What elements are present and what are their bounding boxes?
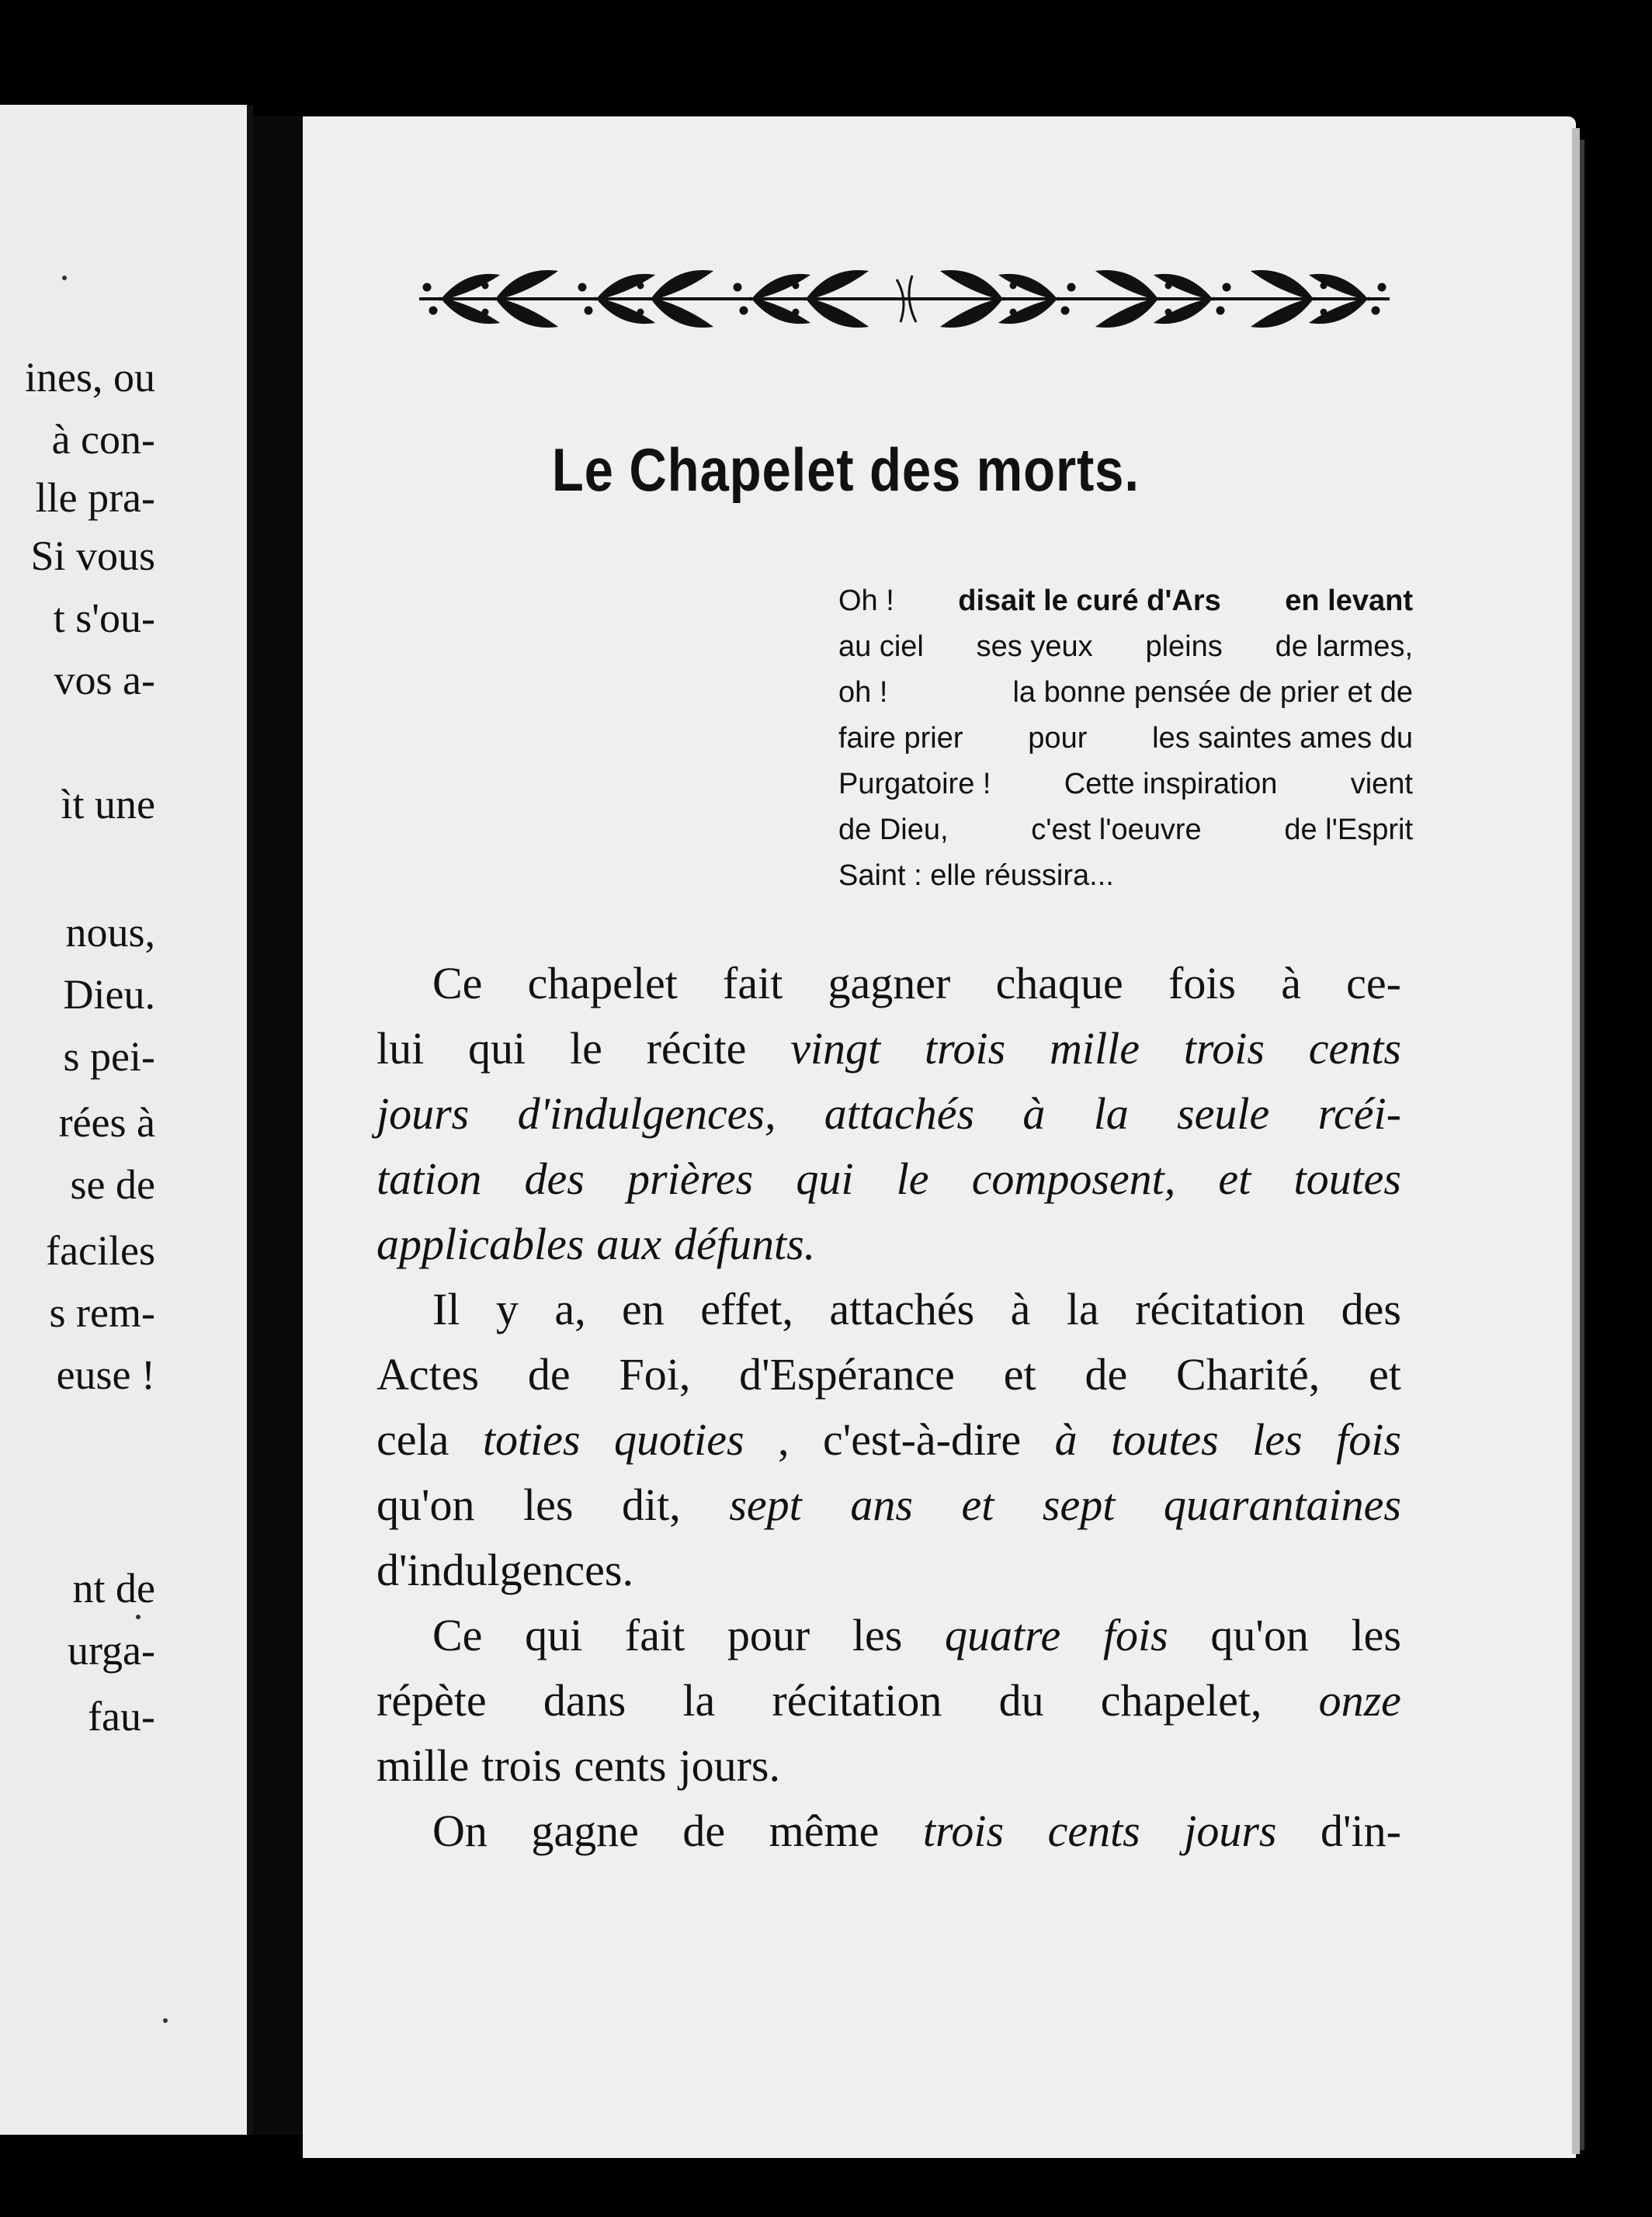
body-line	[377, 1733, 1401, 1799]
epigraph-text: au ciel	[838, 630, 924, 663]
epigraph-text: Purgatoire !	[838, 768, 991, 800]
italic-word: les	[1252, 1414, 1303, 1465]
italic-word: qui	[796, 1154, 854, 1204]
italic-word: trois	[922, 1806, 1005, 1856]
floral-ornament-icon	[411, 256, 1397, 342]
word: gagne	[531, 1806, 639, 1856]
epigraph-text: les saintes ames du	[1152, 722, 1413, 755]
italic-word: jours	[377, 1088, 470, 1139]
italic-word: et	[1218, 1154, 1251, 1204]
italic-word: mille	[1049, 1023, 1140, 1074]
italic-word: toutes	[1293, 1154, 1401, 1204]
word: les	[523, 1480, 574, 1530]
word: Ce	[432, 958, 483, 1008]
word: y	[495, 1284, 519, 1334]
speck	[163, 2018, 168, 2023]
word: qu'on	[1210, 1610, 1309, 1660]
word: à	[1281, 958, 1301, 1008]
italic-word: prières	[627, 1154, 754, 1204]
body-line	[377, 1668, 1401, 1733]
word: chapelet,	[1100, 1675, 1262, 1726]
epigraph-text: Oh !	[838, 585, 894, 617]
epigraph-text: de Dieu,	[838, 814, 949, 846]
word: jours.	[678, 1740, 780, 1791]
epigraph-text: ses yeux	[976, 630, 1093, 663]
word: répète	[377, 1675, 487, 1726]
word: On	[432, 1806, 488, 1856]
word: pour	[727, 1610, 810, 1660]
word: des	[1341, 1284, 1401, 1334]
word: Actes	[377, 1349, 480, 1400]
word: et	[1003, 1349, 1036, 1400]
word: les	[1351, 1610, 1401, 1660]
word: c'est-à-dire	[823, 1414, 1022, 1465]
body-line	[377, 1342, 1401, 1407]
left-page-line: urga-	[68, 1627, 155, 1674]
body-line	[377, 1407, 1401, 1473]
italic-word: rcéi-	[1317, 1088, 1401, 1139]
word: cents	[574, 1740, 667, 1791]
word: de	[682, 1806, 726, 1856]
body-line	[377, 1081, 1401, 1147]
body-line	[377, 1016, 1401, 1081]
word: gagner	[828, 958, 951, 1008]
word: chaque	[995, 958, 1123, 1008]
word: lui	[377, 1023, 425, 1074]
left-page-line: Dieu.	[63, 971, 155, 1018]
word: mille	[377, 1740, 470, 1791]
word: récite	[646, 1023, 747, 1074]
epigraph-text: pleins	[1145, 630, 1223, 663]
word: chapelet	[527, 958, 678, 1008]
italic-word: à	[1022, 1088, 1046, 1139]
italic-word: fois	[1102, 1610, 1168, 1660]
word: du	[998, 1675, 1044, 1726]
left-page-line: se de	[70, 1161, 155, 1208]
italic-word: quarantaines	[1163, 1480, 1401, 1530]
italic-word: défunts.	[674, 1219, 816, 1269]
word: trois	[481, 1740, 562, 1791]
epigraph-line	[838, 762, 1413, 807]
epigraph-text: faire prier	[838, 722, 963, 755]
word: les	[852, 1610, 903, 1660]
word: fait	[723, 958, 783, 1008]
italic-word: tation	[377, 1154, 482, 1204]
speck	[136, 1615, 141, 1619]
italic-word: cents	[1047, 1806, 1140, 1856]
left-page-line: vos a-	[54, 657, 155, 703]
italic-word: vingt	[790, 1023, 881, 1074]
word: et	[1369, 1349, 1401, 1400]
italic-word: fois	[1336, 1414, 1401, 1465]
epigraph-text: de l'Esprit	[1284, 814, 1413, 846]
left-page-line: s rem-	[49, 1289, 155, 1336]
page-edge	[1572, 128, 1580, 2154]
italic-word: la	[1093, 1088, 1129, 1139]
word: attachés	[829, 1284, 975, 1334]
left-page-line: lle pra-	[35, 474, 155, 521]
italic-word: onze	[1318, 1675, 1401, 1726]
word: Foi,	[619, 1349, 691, 1400]
left-page-line: s pei-	[63, 1033, 155, 1080]
italic-word: quoties	[613, 1414, 744, 1465]
word: fois	[1168, 958, 1236, 1008]
word: à	[1010, 1284, 1031, 1334]
word: ce-	[1346, 958, 1401, 1008]
epigraph-text: de larmes,	[1275, 630, 1413, 663]
italic-word: composent,	[971, 1154, 1176, 1204]
page-title: Le Chapelet des morts.	[551, 435, 1140, 504]
italic-word: des	[524, 1154, 585, 1204]
italic-word: sept	[1042, 1480, 1116, 1530]
left-page-line: faciles	[46, 1227, 155, 1274]
word: d'in-	[1321, 1806, 1401, 1856]
italic-word: cents	[1308, 1023, 1401, 1074]
body-line	[377, 1147, 1401, 1212]
body-text	[377, 951, 1401, 1864]
epigraph-line	[838, 807, 1413, 853]
italic-word: jours	[1184, 1806, 1277, 1856]
italic-word: seule	[1177, 1088, 1270, 1139]
italic-word: sept	[729, 1480, 802, 1530]
word: Ce	[432, 1610, 483, 1660]
book-spine	[253, 116, 303, 2135]
body-line	[377, 1799, 1401, 1864]
word: effet,	[700, 1284, 793, 1334]
left-page-line: rées à	[58, 1099, 155, 1146]
epigraph-text: Saint : elle réussira...	[838, 859, 1114, 892]
word: Il	[432, 1284, 460, 1334]
word: Charité,	[1176, 1349, 1321, 1400]
word: fait	[624, 1610, 685, 1660]
body-line	[377, 1473, 1401, 1538]
word: la	[1066, 1284, 1099, 1334]
epigraph-text: en levant	[1285, 585, 1413, 617]
epigraph-line	[838, 624, 1413, 670]
speck	[62, 276, 67, 280]
left-page-line: Si vous	[30, 533, 155, 579]
italic-word: trois	[924, 1023, 1006, 1074]
left-page-line: ines, ou	[25, 354, 155, 401]
body-line	[377, 1603, 1401, 1668]
left-page-line: t s'ou-	[53, 595, 155, 641]
word: de	[1085, 1349, 1128, 1400]
italic-word: applicables	[377, 1219, 585, 1269]
epigraph-text: pour	[1028, 722, 1088, 755]
word: dit,	[622, 1480, 681, 1530]
epigraph-line	[838, 578, 1413, 624]
epigraph-line	[838, 853, 1413, 899]
italic-word: attachés	[824, 1088, 975, 1139]
italic-word: quatre	[944, 1610, 1061, 1660]
italic-word: trois	[1183, 1023, 1265, 1074]
body-line	[377, 1212, 1401, 1277]
word: d'indulgences.	[377, 1545, 633, 1595]
italic-word: le	[896, 1154, 929, 1204]
italic-word: aux	[596, 1219, 662, 1269]
word: qui	[468, 1023, 526, 1074]
left-page-line: ìt une	[61, 781, 155, 827]
word: de	[527, 1349, 571, 1400]
left-page-line: nous,	[65, 909, 155, 956]
word: en	[622, 1284, 665, 1334]
italic-word: toutes	[1111, 1414, 1219, 1465]
body-line	[377, 1277, 1401, 1342]
left-page-line: fau-	[88, 1693, 155, 1740]
epigraph-text: disait le curé d'Ars	[958, 585, 1221, 617]
word: récitation	[1135, 1284, 1306, 1334]
epigraph-line	[838, 670, 1413, 716]
word: récitation	[772, 1675, 942, 1726]
epigraph-text: vient	[1350, 768, 1413, 800]
word: d'Espérance	[739, 1349, 955, 1400]
word: le	[569, 1023, 602, 1074]
page-edge-shadow	[1580, 140, 1584, 2150]
italic-word: ans	[850, 1480, 913, 1530]
italic-word: d'indulgences,	[517, 1088, 776, 1139]
left-page-line: euse !	[56, 1351, 155, 1398]
word: dans	[543, 1675, 626, 1726]
word: la	[682, 1675, 716, 1726]
epigraph-text: la bonne pensée de prier et de	[1012, 676, 1413, 709]
word: ,	[778, 1414, 790, 1465]
body-line	[377, 951, 1401, 1016]
word: même	[769, 1806, 880, 1856]
word: a,	[554, 1284, 586, 1334]
epigraph-text: c'est l'oeuvre	[1031, 814, 1202, 846]
epigraph-quote	[838, 578, 1413, 899]
previous-page	[0, 105, 253, 2135]
word: qu'on	[377, 1480, 475, 1530]
italic-word: et	[961, 1480, 994, 1530]
body-line	[377, 1538, 1401, 1603]
epigraph-line	[838, 716, 1413, 762]
epigraph-text: oh !	[838, 676, 888, 709]
left-page-line: à con-	[51, 416, 155, 463]
italic-word: toties	[482, 1414, 581, 1465]
italic-word: à	[1054, 1414, 1078, 1465]
word: cela	[377, 1414, 449, 1465]
epigraph-text: Cette inspiration	[1064, 768, 1278, 800]
word: qui	[525, 1610, 583, 1660]
left-page-line: nt de	[72, 1565, 155, 1612]
